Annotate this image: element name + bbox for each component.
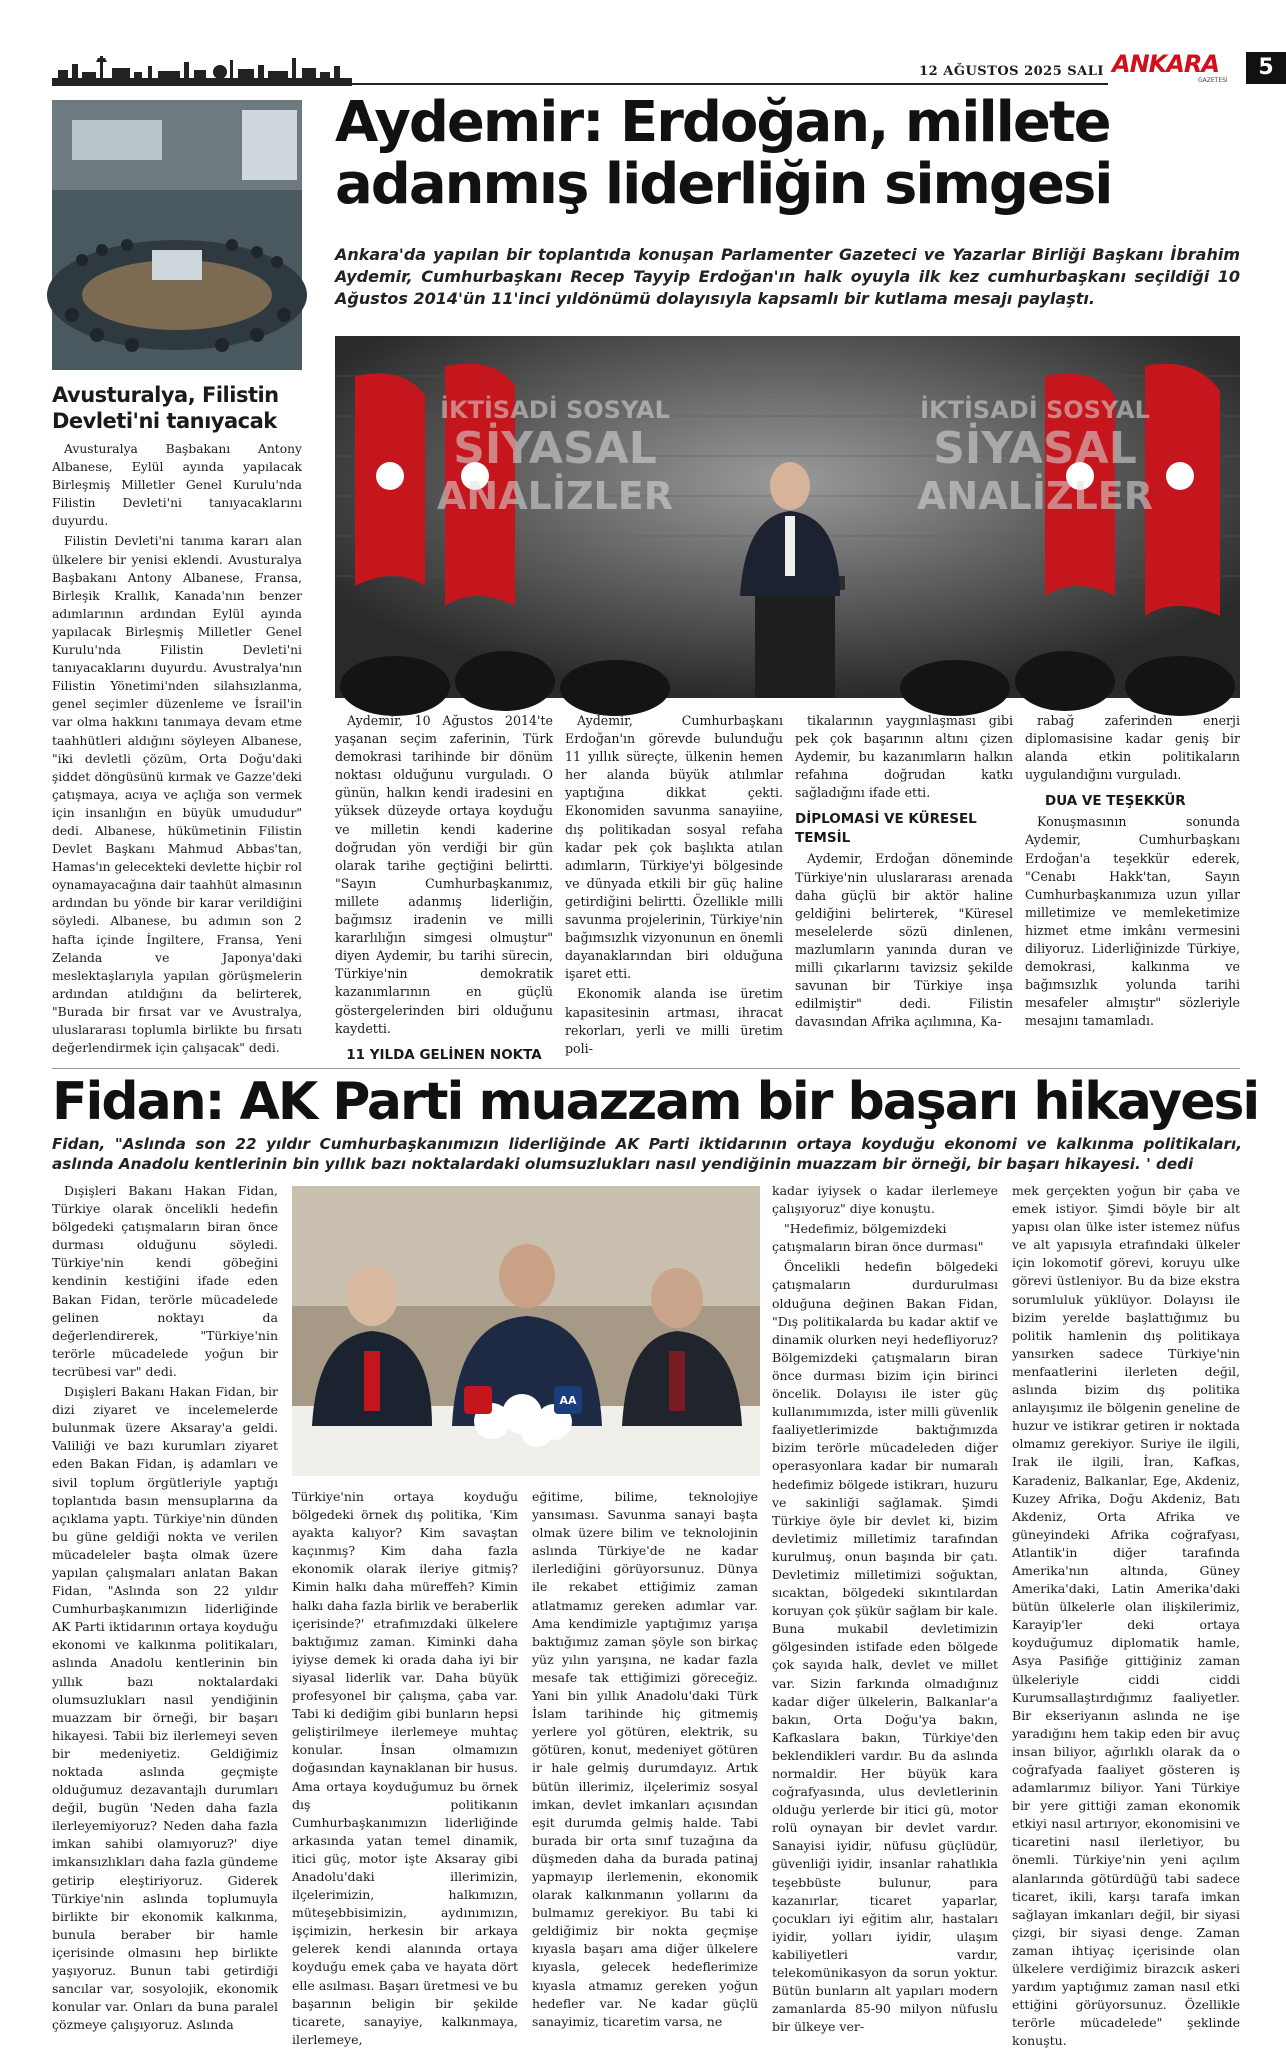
paragraph: Türkiye'nin ortaya koyduğu bölgedeki örnek dış politika, 'Kim ayakta kalıyor? Kim savaştan kaçınmış? Kim daha fazla ekonomik olarak ileriye gitmiş? Kimin halkı daha müreffeh? Kimin halkı daha fazla birlik ve beraberlik içerisinde?' etrafımızdaki ülkelere baktığımız zaman. Kiminki daha iyiyse demek ki orada daha iyi bir siyasal liderlik var. Daha büyük profesyonel bir çalışma, çaba var. Tabi ki dediğim gibi bunların hepsi geliştirilmeye ilerlemeye muhtaç konular. İnsan olmamızın doğasından kaynaklanan bir husus. Ama ortaya koyduğumuz bu örnek dış politikanın Cumhurbaşkanımızın liderliğinde arkasında yatan temel dinamik, itici güç, motor işte Aksaray gibi Anadolu'daki illerimizin, ilçelerimizin, halkımızın, müteşebbisimizin, aydınımızın, işçimizin, herkesin bir arkaya gelerek kendi alanında ortaya koyduğu emek çaba ve hayata dört elle asılması. Başarı üretmesi ve bu başarının beligin bir şekilde ticarete, sanayiye, kalkınmaya, ilerlemeye, — [292, 1489, 518, 2047]
paragraph: tikalarının yaygınlaşması gibi pek çok başarının altını çizen Aydemir, bu kazanımların halkın refahına doğrudan katkı sağladığını ifade etti. — [795, 713, 1013, 801]
second-story-column-1 — [52, 1182, 278, 2033]
news-agency-badge: AA — [559, 1394, 577, 1407]
brand-subtitle: GAZETESİ — [1198, 77, 1228, 84]
main-headline — [335, 92, 1240, 216]
section-divider — [52, 1068, 1240, 1069]
issue-date: 12 AĞUSTOS 2025 SALI — [919, 64, 1104, 79]
second-story-column-2 — [292, 1488, 518, 2047]
main-story-column-3 — [795, 712, 1013, 1057]
second-story-column-3 — [532, 1488, 758, 2029]
paragraph: Konuşmasının sonunda Aydemir, Cumhurbaşkanı Erdoğan'a teşekkür ederek, "Cenabı Hakk'tan, Sayın Cumhurbaşkanımıza uzun yıllar milletimize ve memleketimize hizmet etme imkânı vermesini diliyoruz. Liderliğinizde Türkiye, demokrasi, kalkınma ve bağımsızlık yolunda tarihi mesafeler almıştır" sözleriyle mesajını tamamladı. — [1025, 814, 1240, 1029]
paragraph: Aydemir, 10 Ağustos 2014'te yaşanan seçim zaferinin, Türk demokrasi tarihinde bir dönüm noktası olduğunu vurguladı. O günün, halkın kendi iradesini en yüksek düzeyde ortaya koyduğu ve milletin kendi kaderine doğrudan yön verdiği bir gün olarak tarihe geçtiğini belirtti. "Sayın Cumhurbaşkanımız, millete adanmış liderliğin, bağımsız iradenin ve milli kararlılığın simgesi olmuştur" diyen Aydemir, bu tarihi sürecin, Türkiye'nin demokratik kazanımlarının en güçlü göstergelerinden biri olduğunu kaydetti. — [335, 713, 553, 1036]
main-story-column-2 — [565, 712, 783, 1057]
brand-name: ANKARA — [1112, 50, 1219, 78]
paragraph: Dışişleri Bakanı Hakan Fidan, Türkiye olarak öncelikli hedefin bölgedeki çatışmaların biran önce durması olduğunu söyledi. Türkiye'nin kendi göbeğini kendinin kestiğini ifade eden Bakan Fidan, terörle mücadelede gelinen noktayı da değerlendirerek, "Türkiye'nin terörle mücadelede yoğun bir tecrübesi var" dedi. — [52, 1183, 278, 1379]
side-story-headline: Avusturalya, Filistin Devleti'ni tanıyacak — [52, 383, 279, 433]
section-subheading: DUA VE TEŞEKKÜR — [1045, 793, 1186, 810]
pull-quote: "Hedefimiz, bölgemizdeki çatışmaların biran önce durması" — [772, 1221, 984, 1255]
wall-text-line: İKTİSADİ SOSYAL — [440, 396, 670, 424]
paragraph: mek gerçekten yoğun bir çaba ve emek istiyor. Şimdi böyle bir alt yapısı olan ülke ister istemez nüfus ve alt yapısıyla etrafındaki ülkeler için lokomotif görevi, koruyu ulke görevi üstleniyor. Bu da bize ekstra sorumluluk yüklüyor. Dolayısı ile bizim yerelde başlattığımız bu politik hamlenin dış politikaya yansırken sadece Türkiye'nin menfaatlerini ilerleten değil, aslında bizim dış politika anlayışımız ile bölgenin geneline de huzur ve istikrar getiren ir noktada olmamız gerekiyor. Suriye ile ilgili, Irak ile ilgili, İran, Kafkas, Karadeniz, Balkanlar, Ege, Akdeniz, Kuzey Afrika, Doğu Akdeniz, Batı Akdeniz, Orta Afrika ve güneyindeki Afrika coğrafyası, Atlantik'in diğer tarafında Amerika'nın altında, Güney Amerika'daki, Latin Amerika'daki bütün ülkelerle olan ilişkilerimiz, Karayip'ler deki ortaya koyduğumuz diplomatik hamle, Asya Pasifiğe gittiğiniz zaman ülkeleriyle ciddi ciddi Kurumsallaştırdığımız faaliyetler. Bir ekseriyanın aslında ne işe yaradığını hem takip eden bir avuç insan biliyor, ağırlıklı olarak da o coğrafyada faaliyet gösteren iş adamlarımız biliyor. Yani Türkiye bir yere gittiği zaman ekonomik etkiyi nasıl artırıyor, ekonomisini ve ticaretini nasıl ilerletiyor, bu önemli. Türkiye'nin yeni açılım alanlarında götürdüğü tabi sadece ticaret, ikili, karşı tarafa imkan sağlayan imkanları değil, bir siyasi çizgi, bir siyasi denge. Zaman zaman ihtiyaç içerisinde olan ülkelere verdiğimiz birazcık askeri yardım yaptığımız zaman nasıl etki ettiğini görüyorsunuz. Özellikle terörle mücadelede" şeklinde konuştu. — [1012, 1183, 1240, 2049]
paragraph: Dışişleri Bakanı Hakan Fidan, bir dizi ziyaret ve incelemelerde bulunmak üzere Aksaray'a geldi. Valiliği ve bazı kurumları ziyaret eden Bakan Fidan, iş adamları ve sivil toplum örgütleriyle yaptığı toplantıda basın mensuplarına da açıklama yaptı. Türkiye'nin dünden bu güne geldiği nokta ve verilen mücadeleler başta olmak üzere yapılan çalışmaları anlatan Bakan Fidan, "Aslında son 22 yıldır Cumhurbaşkanımızın liderliğinde AK Parti iktidarının ortaya koyduğu ekonomi ve kalkınma politikaları, aslında Anadolu kentlerinin bin yıllık bazı noktalardaki olumsuzlukları nasıl yendiğinin muazzam bir örneği, bir başarı hikayesi. Tabii biz ilerlemeyi seven bir medeniyetiz. Geldiğimiz noktada aslında geçmişte olduğumuz dezavantajlı durumları değil, bugün 'Neden daha fazla ilerleyemiyoruz? Neden daha fazla imkan sahibi olamıyoruz?' diye imkansızlıkları daha fazla gündeme getirip eleştiriyoruz. Giderek Türkiye'nin aslında toplumuyla birlikte bir ekonomik kalkınma, bunula beraber bir hamle içerisinde olmasını hep birlikte yaşıyoruz. Bunun tabi getirdiği sancılar var, sosyolojik, ekonomik konular var. Onları da buna paralel çözmeye çalışıyoruz. Aslında — [52, 1384, 278, 2033]
brand-logo — [1112, 52, 1252, 86]
section-subheading: DİPLOMASİ VE KÜRESEL TEMSİL — [795, 811, 977, 847]
wall-text-line: ANALİZLER — [917, 474, 1153, 518]
second-lead: Fidan, "Aslında son 22 yıldır Cumhurbaşkanımızın liderliğinde AK Parti iktidarının ortaya koyduğu ekonomi ve kalkınma politikaları, aslında Anadolu kentlerinin bin yıllık bazı noktalardaki olumsuzlukları nasıl yendiğinin muazzam bir örneği, bir başarı hikayesi. ' dedi — [52, 1135, 1242, 1173]
paragraph: rabağ zaferinden enerji diplomasisine kadar geniş bir alanda etkin politikaların uygulandığını vurguladı. — [1025, 713, 1240, 783]
paragraph: Avusturalya Başbakanı Antony Albanese, Eylül ayında yapılacak Birleşmiş Milletler Genel Kurulu'nda Filistin Devleti'ni tanıyacaklarını duyurdu. — [52, 442, 302, 529]
headline-line: Aydemir: Erdoğan, millete — [335, 90, 1110, 155]
side-story-body — [52, 440, 302, 1060]
side-story-photo — [52, 100, 302, 370]
paragraph: Filistin Devleti'ni tanıma kararı alan ülkelere bir yenisi eklendi. Avusturalya Başbakanı Antony Albanese, Fransa, Birleşik Krallık, Kanada'nın benzer adımlarının ardından Eylül ayında yapılacak Birleşmiş Milletler Genel Kurulu'nda Filistin Devleti'ni tanıyacaklarını duyurdu. Avustralya'nın Filistin Yönetimi'nden silahsızlanma, genel seçimler düzenleme ve İsrail'in var olma hakkını tanımaya devam etme taahhütleri aldığını söyleyen Albanese, "iki devletli çözüm, Orta Doğu'daki şiddet döngüsünü kırmak ve Gazze'deki çatışmaya, acıya ve açlığa son vermek için insanlığın en büyük umududur" dedi. Albanese, hükümetinin Filistin Devlet Başkanı Mahmud Abbas'tan, Hamas'ın gelecekteki devlette hiçbir rol oynamayacağına dair taahhüt almasının ardından bu yönde bir karar verildiğini söyledi. Albanese, bu adımın son 2 hafta içinde İngiltere, Fransa, Yeni Zelanda ve Japonya'daki meslektaşlarıyla yapılan görüşmelerin ardından atıldığını da belirterek, "Burada bir fırsat var ve Avustralya, uluslararası toplumla birlikte bu fırsatı değerlendirmek için çalışacak" dedi. — [52, 534, 302, 1056]
second-headline: Fidan: AK Parti muazzam bir başarı hikayesi — [52, 1072, 1259, 1132]
masthead — [52, 50, 1274, 86]
ankara-skyline-icon — [52, 52, 352, 86]
second-story-column-5 — [1012, 1182, 1240, 2049]
main-story-column-4 — [1025, 712, 1240, 1057]
paragraph: Öncelikli hedefin bölgedeki çatışmaların durdurulması olduğuna değinen Bakan Fidan, "Dış politikalarda bu kadar aktif ve dinamik olurken neyi hedefliyoruz? Bölgemizdeki çatışmaların biran önce durması bizim için birinci öncelik. Dolayısı ile ister güç kullanımımızda, ister milli güvenlik faaliyetlerimizde baktığımızda bizim terörle mücadeleden diğer operasyonlara kadar bir numaralı hedefimiz bölgede istikrarı, huzuru ve sakinliği sağlamak. Şimdi Türkiye öyle bir devlet ki, bizim devletimiz milletimiz tarafından kurulmuş, onun başında bir çatı. Devletimiz milletimizi soğuktan, sıcaktan, bölgedeki sıkıntılardan koruyan çok şükür sağlam bir kale. Buna mukabil devletimizin gölgesinden istifade eden bölgede çok sayıda halk, devlet ve millet var. Sizin farkında olmadığınız kadar diğer ülkelerin, Balkanlar'a bakın, Orta Doğu'ya bakın, Kafkaslara bakın, Türkiye'den beklendikleri vardır. Bu da aslında normaldir. Her büyük kara coğrafyasında, ulus devletlerinin olduğu yerlerde bir itici gü, motor rolü oynayan bir devlet vardır. Sanayisi iyidir, nüfusu güçlüdür, güvenliği iyidir, insanlar rahatlıkla teşebbüste bulunur, para kazanırlar, ticaret yaparlar, çocukları iyi eğitim alır, hastaları iyidir, yolları iyidir, ulaşım kabiliyetleri vardır, telekomünikasyon da sorun yoktur. Bütün bunların alt yapıları modern zamanlarda 85-90 milyon nüfuslu bir ülkeye ver- — [772, 1259, 998, 2035]
main-story-photo — [335, 336, 1240, 698]
paragraph: Ekonomik alanda ise üretim kapasitesinin artması, ihracat rekorları, yerli ve milli üretim poli- — [565, 986, 783, 1056]
second-story-photo — [292, 1186, 760, 1476]
headline-line: adanmış liderliğin simgesi — [335, 152, 1112, 217]
paragraph: kadar iyiysek o kadar ilerlemeye çalışıyoruz" diye konuştu. — [772, 1183, 998, 1217]
page-number-badge: 5 — [1246, 52, 1286, 84]
main-lead: Ankara'da yapılan bir toplantıda konuşan Parlamenter Gazeteci ve Yazarlar Birliği Başkanı İbrahim Aydemir, Cumhurbaşkanı Recep Tayyip Erdoğan'ın halk oyuyla ilk kez cumhurbaşkanı seçildiği 10 Ağustos 2014'ün 11'inci yıldönümü dolayısıyla kapsamlı bir kutlama mesajı paylaştı. — [335, 245, 1240, 308]
photo-wall-text — [875, 396, 1195, 518]
paragraph: eğitime, bilime, teknolojiye yansıması. Savunma sanayi başta olmak üzere bilim ve teknolojinin aslında Türkiye'de ne kadar ilerlediğini görüyorsunuz. Dünya ile rekabet ettiğimiz zaman atlatmamız gereken adımlar var. Ama kendimizle yaptığımız yarışa baktığımız zaman şöyle son birkaç yüz yılın yarışına, ne kadar fazla mesafe tak ettiğimizi göreceğiz. Yani bin yıllık Anadolu'daki Türk İslam tarihinde hiç gitmemiş yerlere yol götüren, elektrik, su götüren, konut, medeniyet götüren ir hale gelmiş durumdayız. Artık bütün illerimiz, ilçelerimiz sosyal imkan, devlet imkanları açısından eşit durumda gelmiş halde. Tabi burada bir orta sınıf tuzağına da düşmeden daha da burada patinaj yapmayıp ilerlemenin, ekonomik olarak kalkınmanın yollarını da bulmamız gerekiyor. Bu tabi ki geldiğimiz bir nokta geçmişe kıyasla başarı ama diğer ülkelere kıyasla, gelecek hedeflerimize kıyasla atmamız gereken yoğun hedefler var. Ne kadar güçlü sanayimiz, ticaretim varsa, ne — [532, 1489, 758, 2029]
second-story-column-4 — [772, 1182, 998, 2035]
paragraph: Aydemir, Erdoğan döneminde Türkiye'nin uluslararası arenada daha güçlü bir aktör haline geldiğini belirterek, "Küresel meselelerde sözü dinlenen, mazlumların yanında duran ve milli çıkarlarını tavizsiz şekilde savunan bir Türkiye inşa edilmiştir" dedi. Filistin davasından Afrika açılımına, Ka- — [795, 851, 1013, 1030]
wall-text-line: İKTİSADİ SOSYAL — [920, 396, 1150, 424]
photo-wall-text — [395, 396, 715, 518]
main-story-column-1 — [335, 712, 553, 1063]
wall-text-line: SİYASAL — [933, 423, 1137, 474]
wall-text-line: SİYASAL — [453, 423, 657, 474]
paragraph: Aydemir, Cumhurbaşkanı Erdoğan'ın görevde bulunduğu 11 yıllık süreçte, ülkenin hemen her alanda büyük atılımlar yaptığına dikkat çekti. Ekonomiden savunma sanayiine, dış politikadan sosyal refaha kadar pek çok başlıkta atılan adımların, Türkiye'yi bölgesinde ve dünyada etkili bir güç haline getirdiğini belirtti. Özellikle milli savunma projelerinin, Türkiye'nin bağımsızlık vizyonunun en önemli dayanaklarından biri olduğuna işaret etti. — [565, 713, 783, 982]
section-subheading: 11 YILDA GELİNEN NOKTA — [346, 1046, 542, 1063]
wall-text-line: ANALİZLER — [437, 474, 673, 518]
